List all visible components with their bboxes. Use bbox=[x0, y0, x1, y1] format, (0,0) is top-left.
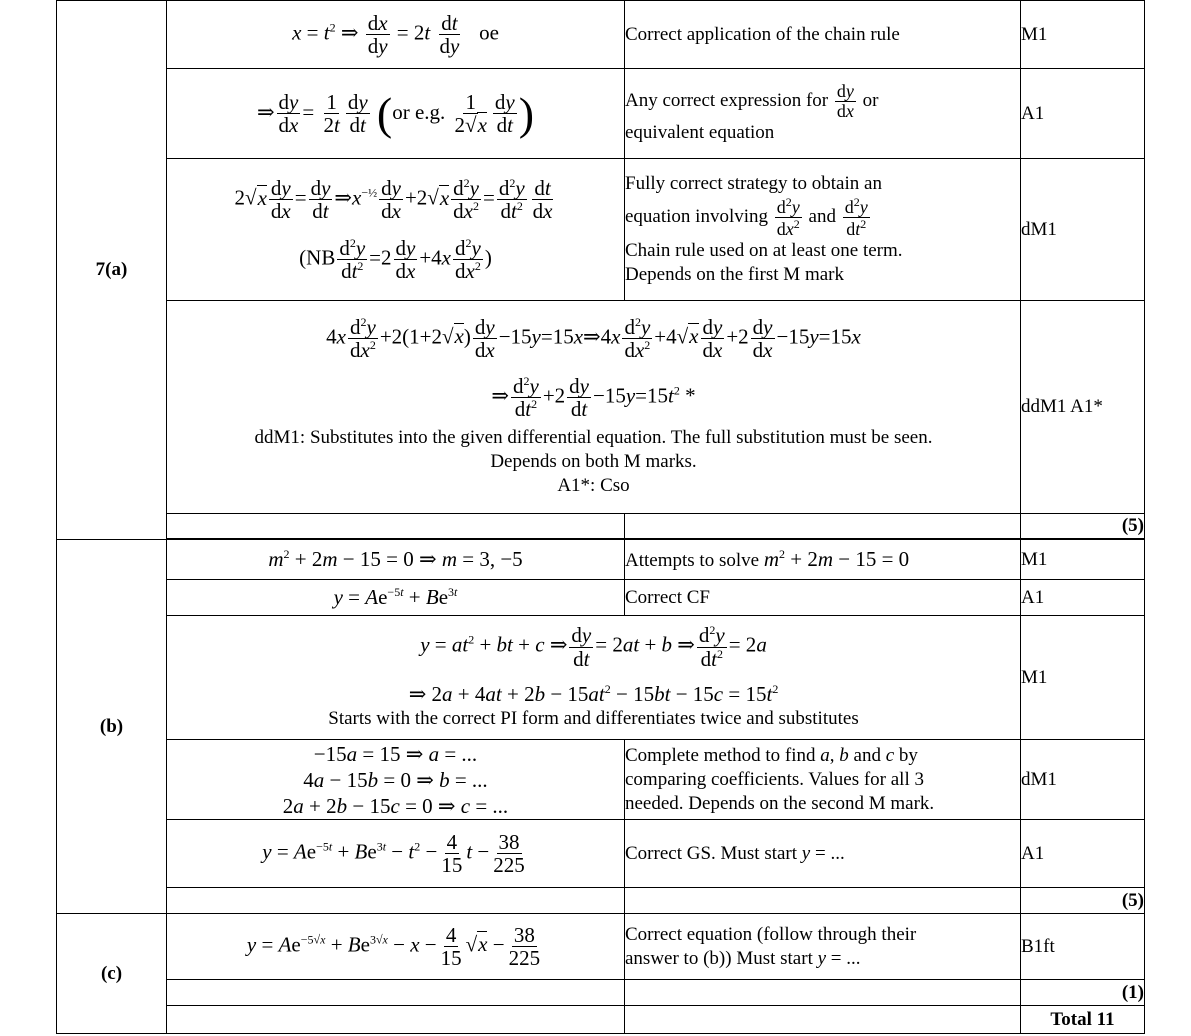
mark-b-3: M1 bbox=[1021, 616, 1145, 740]
question-label-c: (c) bbox=[57, 914, 167, 1034]
row-7a-2 bbox=[57, 69, 1145, 159]
note-b-5-text: Correct GS. Must start bbox=[625, 842, 798, 864]
question-label-7a: 7(a) bbox=[57, 1, 167, 540]
oe-label: oe bbox=[479, 20, 499, 45]
row-7a-3 bbox=[57, 159, 1145, 301]
mark-7a-3: dM1 bbox=[1021, 159, 1145, 301]
row-b-subtotal bbox=[57, 888, 1145, 914]
note-7a-2: Any correct expression for $\frac{dy}{dx}$ or equivalent equation bbox=[625, 69, 1021, 159]
subtotal-7a: (5) bbox=[1021, 514, 1145, 539]
mark-b-5: A1 bbox=[1021, 820, 1145, 888]
note-7a-4-line1: ddM1: Substitutes into the given differential equation. The full substitution must be seen. bbox=[254, 427, 933, 449]
row-b-4 bbox=[57, 740, 1145, 820]
note-b-1: Attempts to solve $m^2 + 2m - 15 = 0$ bbox=[625, 540, 1021, 580]
solution-7a-4: 4x $\frac{d^2y}{dx^2}$ +2(1+2√x) $\frac{dy}{dx}$ −15y=15x⇒4x $\frac{d^2y}{dx^2}$ +4√x $\frac{dy}{dx}$ +2 $\frac{dy}{dx}$ −15y=15x ⇒ $\frac{d^2y}{dt^2}$ +2 $\frac{dy}{dt}$ $-15y=15t^2$ * ddM1: Substitutes into the given differential equation. The full substitution must be seen. Depends on both M marks. A1*: Cso bbox=[167, 301, 1021, 514]
note-b-4-pre: Complete method to find bbox=[625, 744, 816, 766]
mark-c-1: B1ft bbox=[1021, 914, 1145, 980]
solution-7a-2: ⇒ $\frac{dy}{dx}$ = $\frac{1}{2t}$ $\frac{dy}{dt}$ (or e.g. $\frac{1}{2√x}$ $\frac{dy}{dt}$ ) bbox=[167, 69, 625, 159]
nb-label: (NB bbox=[299, 244, 336, 269]
note-b-4-c: c bbox=[885, 744, 895, 766]
solution-b-1: $m^2 + 2m - 15 = 0$ ⇒ m = 3, −5 bbox=[167, 540, 625, 580]
note-b-1-pre: Attempts to solve bbox=[625, 549, 760, 571]
note-7a-3: Fully correct strategy to obtain an equation involving $\frac{d^2y}{dx^2}$ and $\frac{d^2y}{dt^2}$ Chain rule used on at least one term. Depends on the first M mark bbox=[625, 159, 1021, 301]
note-b-4: Complete method to find a, b and c by comparing coefficients. Values for all 3 needed. Depends on the second M mark. bbox=[625, 740, 1021, 820]
mark-7a-1: M1 bbox=[1021, 1, 1145, 69]
mark-7a-2: A1 bbox=[1021, 69, 1145, 159]
note-b-4-line3: needed. Depends on the second M mark. bbox=[625, 792, 935, 814]
note-b-4-by: by bbox=[898, 744, 918, 766]
note-b-4-a: a bbox=[820, 744, 830, 766]
mark-b-4: dM1 bbox=[1021, 740, 1145, 820]
note-7a-3-line2: equation involving bbox=[625, 205, 769, 227]
note-c-1: Correct equation (follow through their answer to (b)) Must start y = ... bbox=[625, 914, 1021, 980]
subtotal-c: (1) bbox=[1021, 980, 1145, 1006]
note-b-3: Starts with the correct PI form and differentiates twice and substitutes bbox=[328, 707, 859, 729]
total-marks: Total 11 bbox=[1021, 1006, 1145, 1034]
note-b-5: Correct GS. Must start y = ... bbox=[625, 820, 1021, 888]
row-c-1 bbox=[57, 914, 1145, 980]
note-b-4-b: b bbox=[839, 744, 849, 766]
mark-b-1: M1 bbox=[1021, 540, 1145, 580]
row-b-3 bbox=[57, 616, 1145, 740]
note-b-2: Correct CF bbox=[625, 580, 1021, 616]
note-7a-3-line3: Chain rule used on at least one term. bbox=[625, 239, 903, 261]
note-7a-3-line4: Depends on the first M mark bbox=[625, 263, 844, 285]
solution-c-1: $y = Ae^{-5√x} + Be^{3√x} - x$ − $\frac{4}{15}$ √x − $\frac{38}{225}$ bbox=[167, 914, 625, 980]
note-7a-4-line2: Depends on both M marks. bbox=[490, 451, 697, 473]
note-7a-2-pre: Any correct expression for bbox=[625, 89, 829, 111]
row-7a-subtotal bbox=[57, 514, 1145, 539]
note-b-4-and: and bbox=[853, 744, 881, 766]
row-c-subtotal bbox=[57, 980, 1145, 1006]
row-b-2 bbox=[57, 580, 1145, 616]
note-c-1-line1: Correct equation (follow through their bbox=[625, 923, 917, 945]
note-7a-1: Correct application of the chain rule bbox=[625, 1, 1021, 69]
note-7a-4-line3: A1*: Cso bbox=[557, 475, 630, 497]
mark-b-2: A1 bbox=[1021, 580, 1145, 616]
note-b-4-line2: comparing coefficients. Values for all 3 bbox=[625, 768, 924, 790]
mark-7a-4: ddM1 A1* bbox=[1021, 301, 1145, 514]
note-7a-2-or: or bbox=[862, 89, 879, 111]
question-label-b: (b) bbox=[57, 540, 167, 914]
solution-7a-3: 2√x $\frac{dy}{dx}$ = $\frac{dy}{dt}$ $\Rightarrow x^{-\frac{1}{2}}$ $\frac{dy}{dx}$ +2√x $\frac{d^2y}{dx^2}$ = $\frac{d^2y}{dt^2}$ $\frac{dt}{dx}$ (NB $\frac{d^2y}{dt^2}$ =2 $\frac{dy}{dx}$ +4x $\frac{d^2y}{dx^2}$ ) bbox=[167, 159, 625, 301]
subtotal-b: (5) bbox=[1021, 888, 1145, 914]
row-b-5 bbox=[57, 820, 1145, 888]
note-c-1-line2: answer to (b)) Must start bbox=[625, 947, 813, 969]
or-eg-label: or e.g. bbox=[392, 99, 446, 124]
solution-7a-1: $x = t^2$ ⇒ $\frac{dx}{dy}$ = 2t $\frac{dt}{dy}$ oe bbox=[167, 1, 625, 69]
solution-b-4: −15a = 15 ⇒ a = ... 4a − 15b = 0 ⇒ b = ... 2a + 2b − 15c = 0 ⇒ c = ... bbox=[167, 740, 625, 820]
row-total bbox=[57, 1006, 1145, 1034]
row-b-1 bbox=[57, 540, 1145, 580]
star-label: * bbox=[685, 383, 696, 408]
note-7a-3-and: and bbox=[808, 205, 836, 227]
row-7a-4 bbox=[57, 301, 1145, 514]
solution-b-2: $y = Ae^{-5t} + Be^{3t}$ bbox=[167, 580, 625, 616]
note-7a-3-line1: Fully correct strategy to obtain an bbox=[625, 173, 882, 195]
solution-b-5: $y = Ae^{-5t} + Be^{3t} - t^2$ − $\frac{4}{15}$ t − $\frac{38}{225}$ bbox=[167, 820, 625, 888]
mark-scheme-table bbox=[56, 0, 1145, 1034]
solution-b-3: $y = at^2$ + bt + c ⇒ $\frac{dy}{dt}$ = 2at + b ⇒ $\frac{d^2y}{dt^2}$ = 2a ⇒ $2a + 4at + 2b - 15at^2 - 15bt - 15c = 15t^2$ Starts with the correct PI form and differentiates twice and substitutes bbox=[167, 616, 1021, 740]
note-7a-2-post: equivalent equation bbox=[625, 121, 775, 143]
row-7a-1 bbox=[57, 1, 1145, 69]
